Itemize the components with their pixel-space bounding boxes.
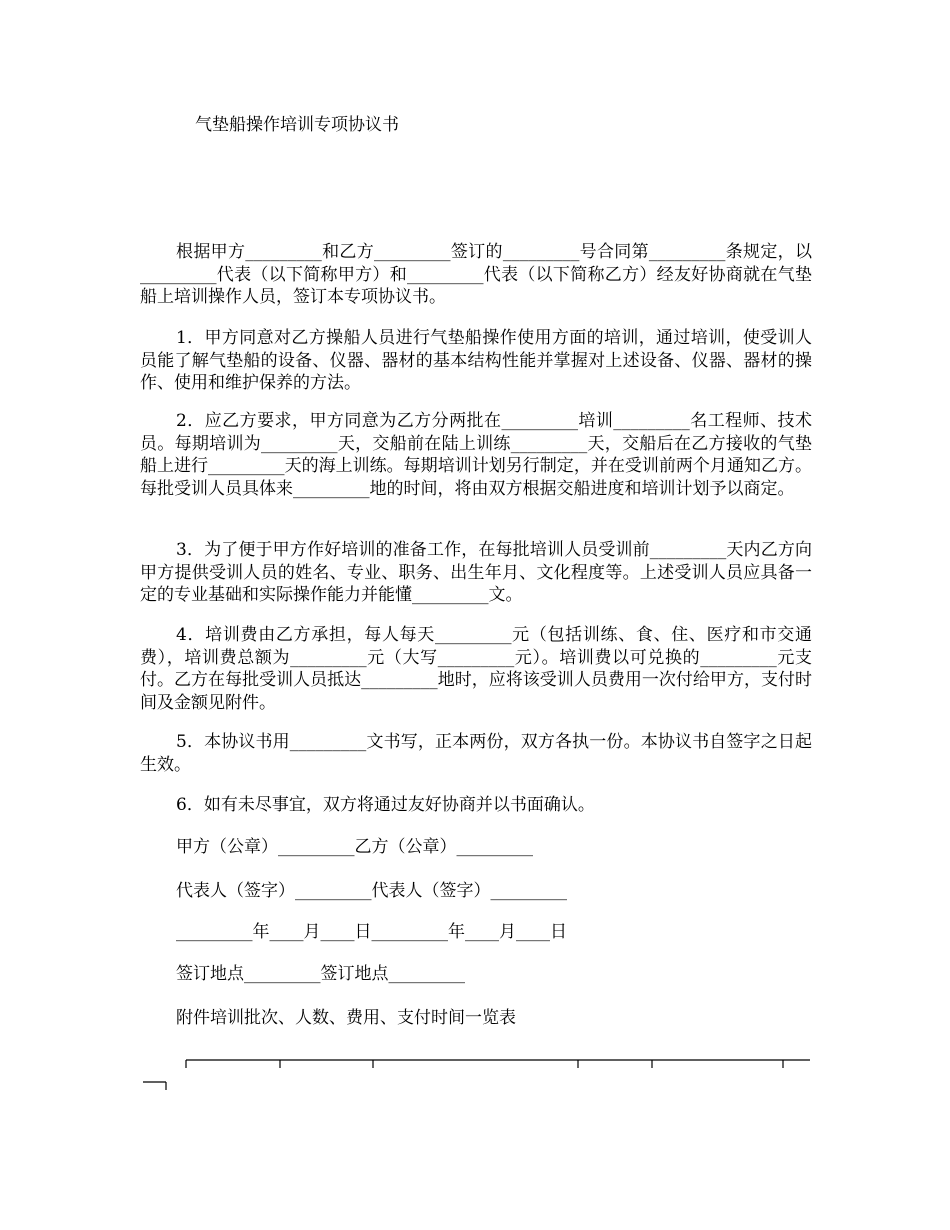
intro-paragraph: 根据甲方_________和乙方_________签订的_________号合同第_________条规定，以_________代表（以下简称甲方）和_________代表（以下简称乙方）经友好协商就在气垫船上培训操作人员，签订本专项协议书。: [140, 242, 812, 307]
clause-2: 2．应乙方要求，甲方同意为乙方分两批在_________培训_________名工程师、技术员。每期培训为_________天，交船前在陆上训练_________天，交船后在乙方接收的气垫船上进行_________天的海上训练。每期培训计划另行制定，并在受训前两个月通知乙方。每批受训人员具体来_________地的时间，将由双方根据交船进度和培训计划予以商定。: [140, 411, 812, 499]
seal-line: 甲方（公章）_________乙方（公章）_________: [176, 837, 533, 857]
clause-1: 1．甲方同意对乙方操船人员进行气垫船操作使用方面的培训，通过培训，使受训人员能了解气垫船的设备、仪器、器材的基本结构性能并掌握对上述设备、仪器、器材的操作、使用和维护保养的方法。: [140, 328, 812, 393]
signing-place-line: 签订地点_________签订地点_________: [176, 964, 465, 984]
appendix-title: 附件培训批次、人数、费用、支付时间一览表: [176, 1008, 516, 1028]
document-title: 气垫船操作培训专项协议书: [195, 115, 399, 135]
clause-6: 6．如有未尽事宜，双方将通过友好协商并以书面确认。: [176, 795, 595, 815]
date-line: _________年____月____日_________年____月____日: [176, 922, 567, 942]
clause-3: 3．为了便于甲方作好培训的准备工作，在每批培训人员受训前_________天内乙方向甲方提供受训人员的姓名、专业、职务、出生年月、文化程度等。上述受训人员应具备一定的专业基础和实际操作能力并能懂_________文。: [140, 540, 812, 605]
representative-signature-line: 代表人（签字）_________代表人（签字）_________: [176, 881, 567, 901]
clause-4: 4．培训费由乙方承担，每人每天_________元（包括训练、食、住、医疗和市交通费），培训费总额为_________元（大写_________元）。培训费以可兑换的_________元支付。乙方在每批受训人员抵达_________地时，应将该受训人员费用一次付给甲方，支付时间及金额见附件。: [140, 625, 812, 713]
clause-5: 5．本协议书用_________文书写，正本两份，双方各执一份。本协议书自签字之日起生效。: [140, 732, 812, 775]
